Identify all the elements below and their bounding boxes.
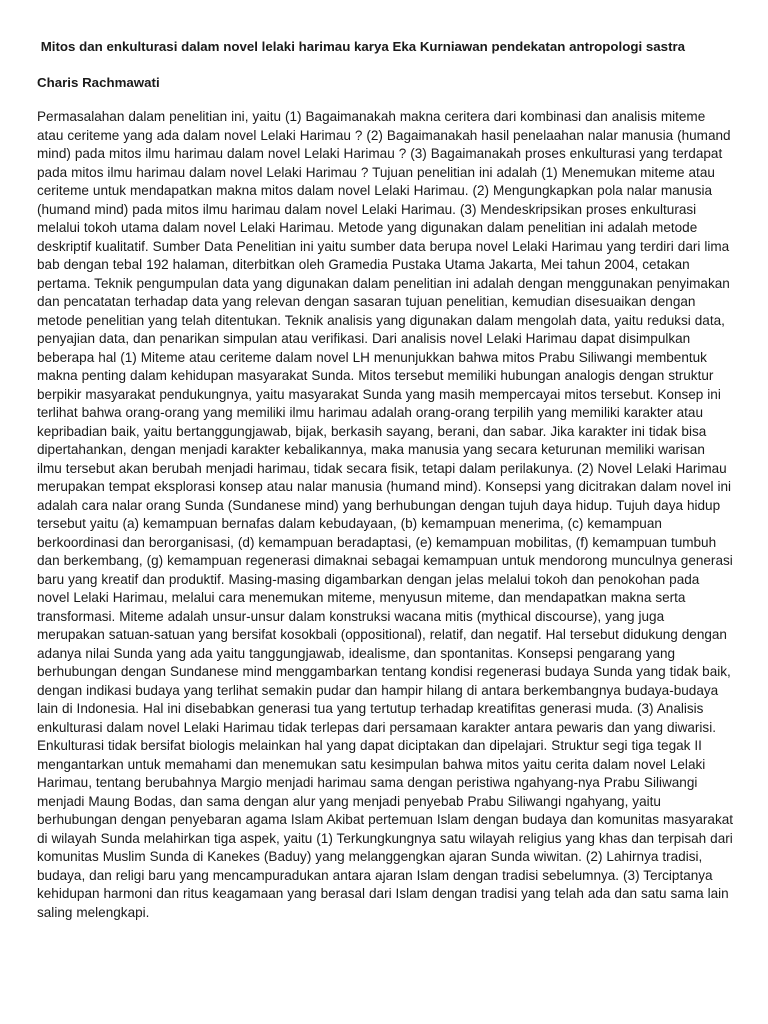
- document-page: [37, 37, 733, 922]
- abstract-text: Permasalahan dalam penelitian ini, yaitu (1) Bagaimanakah makna ceritera dari kombinasi dan analisis miteme atau ceriteme yang ada dalam novel Lelaki Harimau ? (2) Bagaimanakah hasil penelaahan nalar manusia (humand mind) pada mitos ilmu harimau dalam novel Lelaki Harimau ? (3) Bagaimanakah proses enkulturasi yang terdapat pada mitos ilmu harimau dalam novel Lelaki Harimau ? Tujuan penelitian ini adalah (1) Menemukan miteme atau ceriteme untuk mendapatkan makna mitos dalam novel Lelaki Harimau. (2) Mengungkapkan pola nalar manusia (humand mind) pada mitos ilmu harimau dalam novel Lelaki Harimau. (3) Mendeskripsikan proses enkulturasi melalui tokoh utama dalam novel Lelaki Harimau. Metode yang digunakan dalam penelitian ini adalah metode deskriptif kualitatif. Sumber Data Penelitian ini yaitu sumber data berupa novel Lelaki Harimau yang terdiri dari lima bab dengan tebal 192 halaman, diterbitkan oleh Gramedia Pustaka Utama Jakarta, Mei tahun 2004, cetakan pertama. Teknik pengumpulan data yang digunakan dalam penelitian ini adalah dengan menggunakan penyimakan dan pencatatan terhadap data yang relevan dengan sasaran tujuan penelitian, kemudian disesuaikan dengan metode penelitian yang telah ditentukan. Teknik analisis yang digunakan dalam mengolah data, yaitu reduksi data, penyajian data, dan penarikan simpulan atau verifikasi. Dari analisis novel Lelaki Harimau dapat disimpulkan beberapa hal (1) Miteme atau ceriteme dalam novel LH menunjukkan bahwa mitos Prabu Siliwangi membentuk makna penting dalam kehidupan masyarakat Sunda. Mitos tersebut memiliki hubungan analogis dengan struktur berpikir masyarakat pendukungnya, yaitu masyarakat Sunda yang masih mempercayai mitos tersebut. Konsep ini terlihat bahwa orang-orang yang memiliki ilmu harimau adalah orang-orang terpilih yang memiliki karakter atau kepribadian baik, yaitu bertanggungjawab, bijak, berkasih sayang, berani, dan sabar. Jika karakter ini tidak bisa dipertahankan, dengan menjadi karakter kebalikannya, maka manusia yang secara keturunan memiliki warisan ilmu tersebut akan berubah menjadi harimau, tidak secara fisik, tetapi dalam perilakunya. (2) Novel Lelaki Harimau merupakan tempat eksplorasi konsep atau nalar manusia (humand mind). Konsepsi yang dicitrakan dalam novel ini adalah cara nalar orang Sunda (Sundanese mind) yang berhubungan dengan tujuh daya hidup. Tujuh daya hidup tersebut yaitu (a) kemampuan bernafas dalam kebudayaan, (b) kemampuan menerima, (c) kemampuan berkoordinasi dan berorganisasi, (d) kemampuan beradaptasi, (e) kemampuan mobilitas, (f) kemampuan tumbuh dan berkembang, (g) kemampuan regenerasi dimaknai sebagai kemampuan untuk mendorong munculnya generasi baru yang kreatif dan produktif. Masing-masing digambarkan dengan jelas melalui tokoh dan penokohan pada novel Lelaki Harimau, melalui cara menemukan miteme, menyusun miteme, dan mendapatkan makna serta transformasi. Miteme adalah unsur-unsur dalam konstruksi wacana mitis (mythical discourse), yang juga merupakan satuan-satuan yang bersifat kosokbali (oppositional), relatif, dan negatif. Hal tersebut didukung dengan adanya nilai Sunda yang ada yaitu tanggungjawab, idealisme, dan spontanitas. Konsepsi pengarang yang berhubungan dengan Sundanese mind menggambarkan tentang kondisi regenerasi budaya Sunda yang tidak baik, dengan indikasi budaya yang terlihat semakin pudar dan hampir hilang di antara berkembangnya budaya-budaya lain di Indonesia. Hal ini disebabkan generasi tua yang tertutup terhadap kreatifitas generasi muda. (3) Analisis enkulturasi dalam novel Lelaki Harimau tidak terlepas dari persamaan karakter antara pewaris dan yang diwarisi. Enkulturasi tidak bersifat biologis melainkan hal yang dapat diciptakan dan dipelajari. Struktur segi tiga tegak II mengantarkan untuk memahami dan menemukan satu kesimpulan bahwa mitos yaitu cerita dalam novel Lelaki Harimau, tentang berubahnya Margio menjadi harimau sama dengan peristiwa ngahyang-nya Prabu Siliwangi menjadi Maung Bodas, dan sama dengan alur yang menjadi penyebab Prabu Siliwangi ngahyang, yaitu berhubungan dengan penyebaran agama Islam Akibat pertemuan Islam dengan budaya dan komunitas masyarakat di wilayah Sunda melahirkan tiga aspek, yaitu (1) Terkungkungnya satu wilayah religius yang khas dan terpisah dari komunitas Muslim Sunda di Kanekes (Baduy) yang melanggengkan ajaran Sunda wiwitan. (2) Lahirnya tradisi, budaya, dan religi baru yang mencampuradukan antara ajaran Islam dengan tradisi sebelumnya. (3) Terciptanya kehidupan harmoni dan ritus keagamaan yang berasal dari Islam dengan tradisi yang telah ada dan satu sama lain saling melengkapi.: [37, 109, 734, 920]
- author-name: Charis Rachmawati: [37, 75, 160, 90]
- document-title: Mitos dan enkulturasi dalam novel lelaki harimau karya Eka Kurniawan pendekatan antropologi sastra: [37, 39, 686, 54]
